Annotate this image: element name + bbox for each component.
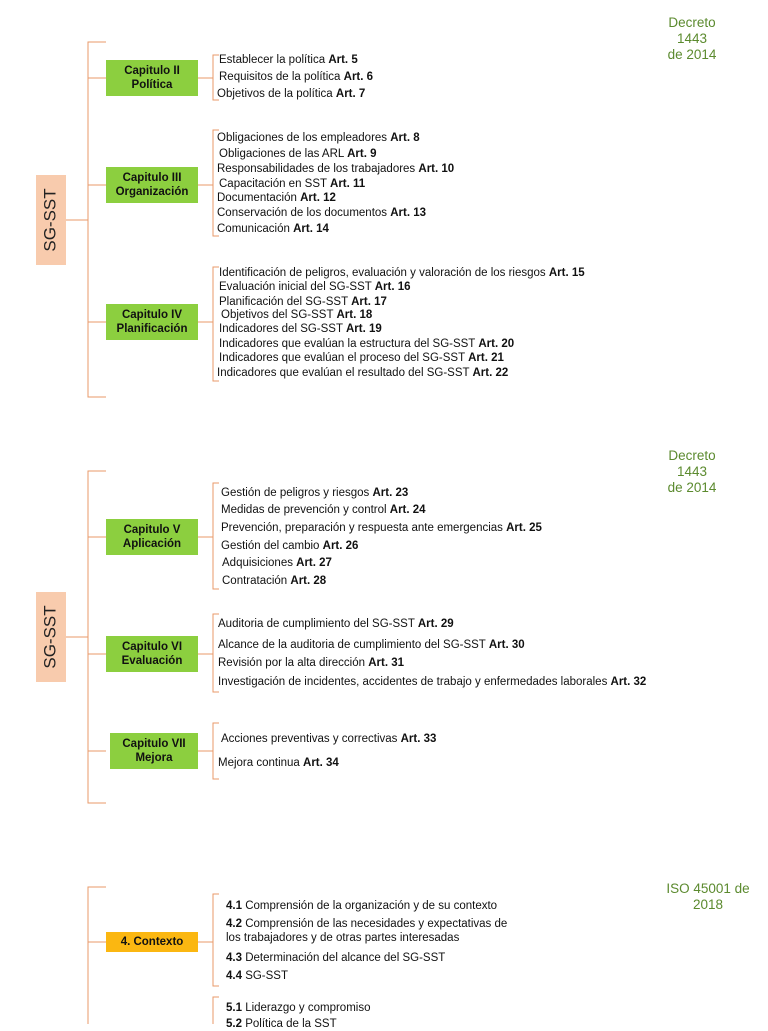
source-line: Decreto 1443: [668, 448, 716, 479]
chapter-subtitle: Organización: [115, 186, 189, 198]
list-item: Indicadores que evalúan el resultado del SG-SST Art. 22: [217, 367, 509, 379]
list-item: Revisión por la alta dirección Art. 31: [218, 657, 405, 669]
list-item: Requisitos de la política Art. 6: [219, 71, 374, 83]
list-item: Planificación del SG-SST Art. 17: [219, 296, 387, 308]
chapter-box-aplicacion: [106, 519, 198, 555]
sub-bracket-3-1: [213, 894, 219, 986]
list-item: 4.1 Comprensión de la organización y de su contexto: [226, 900, 498, 912]
list-item: 4.2 Comprensión de las necesidades y expectativas de los trabajadores y de otras partes interesadas: [226, 918, 508, 944]
root-node-sg-sst-1: [36, 175, 66, 265]
list-item: Obligaciones de las ARL Art. 9: [219, 148, 377, 160]
chapter-box-contexto: [106, 932, 198, 952]
source-line: de 2014: [667, 47, 717, 62]
chapter-subtitle: Planificación: [116, 323, 188, 335]
chapter-title: Capitulo VI: [121, 641, 183, 653]
root-bracket-3: [88, 887, 106, 1024]
list-item: Prevención, preparación y respuesta ante emergencias Art. 25: [221, 522, 542, 534]
chapter-title: Capitulo IV: [121, 309, 183, 321]
list-item: Comunicación Art. 14: [217, 223, 329, 235]
list-item: 4.4 SG-SST: [226, 970, 289, 982]
list-item: Indicadores que evalúan la estructura del SG-SST Art. 20: [219, 338, 515, 350]
list-item: Acciones preventivas y correctivas Art. 33: [221, 733, 437, 745]
chapter-title: Capitulo V: [123, 524, 181, 536]
list-item: 5.1 Liderazgo y compromiso: [226, 1002, 371, 1014]
root-label: SG-SST: [41, 188, 61, 252]
list-item: 5.2 Política de la SST: [226, 1018, 337, 1030]
list-item: Obligaciones de los empleadores Art. 8: [217, 132, 420, 144]
chapter-title: Capitulo II: [124, 65, 180, 77]
chapter-box-planificacion: [106, 304, 198, 340]
list-item: Documentación Art. 12: [217, 192, 336, 204]
source-line: Decreto 1443: [668, 15, 716, 46]
chapter-subtitle: Evaluación: [121, 655, 183, 667]
chapter-box-mejora: [110, 733, 198, 769]
root-bracket-1: [88, 42, 106, 397]
sub-bracket-2-1: [213, 483, 219, 589]
source-line: de 2014: [667, 480, 717, 495]
list-item: Identificación de peligros, evaluación y valoración de los riesgos Art. 15: [219, 267, 585, 279]
chapter-subtitle: Política: [131, 79, 173, 91]
source-label-decreto-1443-1: [656, 15, 728, 63]
source-line: ISO 45001 de: [666, 881, 750, 896]
source-label-decreto-1443-2: [656, 448, 728, 496]
list-item: Objetivos del SG-SST Art. 18: [221, 309, 373, 321]
list-item: Responsabilidades de los trabajadores Art. 10: [217, 163, 455, 175]
sub-bracket-2-3: [213, 723, 219, 779]
root-node-sg-sst-2: [36, 592, 66, 682]
list-item: Auditoria de cumplimiento del SG-SST Art. 29: [218, 618, 454, 630]
source-line: 2018: [692, 897, 724, 912]
list-item: Investigación de incidentes, accidentes de trabajo y enfermedades laborales Art. 32: [218, 676, 647, 688]
source-label-iso-45001: [658, 881, 758, 913]
chapter-subtitle: Aplicación: [122, 538, 182, 550]
list-item: Conservación de los documentos Art. 13: [217, 207, 427, 219]
list-item: Gestión de peligros y riesgos Art. 23: [221, 487, 409, 499]
chapter-box-evaluacion: [106, 636, 198, 672]
root-label: SG-SST: [41, 605, 61, 669]
chapter-title: Capitulo III: [122, 172, 182, 184]
list-item: Indicadores que evalúan el proceso del SG-SST Art. 21: [219, 352, 504, 364]
chapter-box-politica: [106, 60, 198, 96]
list-item: Capacitación en SST Art. 11: [219, 178, 366, 190]
chapter-title: 4. Contexto: [120, 936, 184, 948]
list-item: Contratación Art. 28: [222, 575, 327, 587]
list-item: Medidas de prevención y control Art. 24: [221, 504, 426, 516]
list-item: Adquisiciones Art. 27: [222, 557, 332, 569]
list-item: Evaluación inicial del SG-SST Art. 16: [219, 281, 411, 293]
list-item: 4.3 Determinación del alcance del SG-SST: [226, 952, 446, 964]
list-item: Gestión del cambio Art. 26: [221, 540, 359, 552]
chapter-title: Capitulo VII: [122, 738, 186, 750]
list-item: Indicadores del SG-SST Art. 19: [219, 323, 382, 335]
list-item: Mejora continua Art. 34: [218, 757, 339, 769]
list-item: Establecer la política Art. 5: [219, 54, 358, 66]
chapter-box-organizacion: [106, 167, 198, 203]
root-bracket-2: [88, 471, 106, 803]
sub-bracket-3-2: [213, 997, 219, 1024]
list-item: Objetivos de la política Art. 7: [217, 88, 366, 100]
chapter-subtitle: Mejora: [135, 752, 173, 764]
list-item: Alcance de la auditoria de cumplimiento del SG-SST Art. 30: [218, 639, 525, 651]
